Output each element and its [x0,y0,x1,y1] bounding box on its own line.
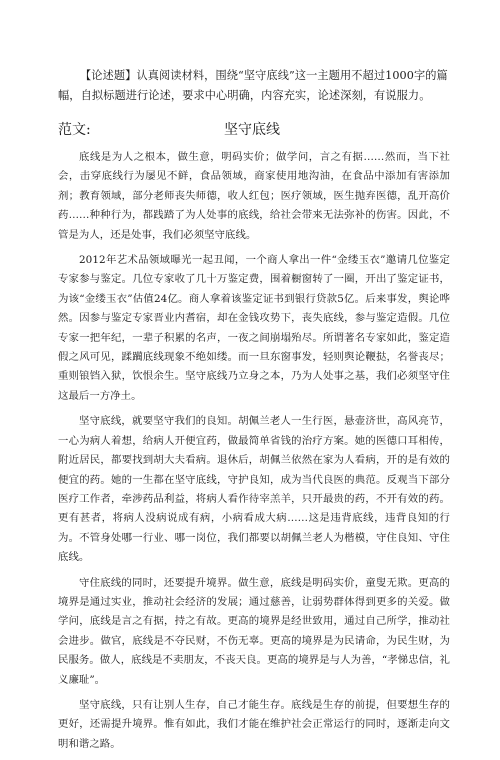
essay-paragraph: 坚守底线，就要坚守我们的良知。胡佩兰老人一生行医，悬壶济世，高风亮节，一心为病人着想，给病人开便宜药，做最简单省钱的治疗方案。她的医德口耳相传，附近居民，都要找到胡大夫看病。退休后，胡佩兰依然在家为人看病，开的是有效的便宜的药。她的一生都在坚守底线，守护良知，成为当代良医的典范。反观当下部分医疗工作者，牵涉药品利益，将病人看作待宰羔羊，只开最贵的药，不开有效的药。更有甚者，将病人没病说成有病，小病看成大病……这是违背底线，违背良知的行为。不管身处哪一行业、哪一岗位，我们都要以胡佩兰老人为楷模，守住良知、守住底线。 [58,415,450,564]
essay-title: 坚守底线 [224,122,280,138]
essay-paragraph: 守住底线的同时，还要提升境界。做生意，底线是明码实价，童叟无欺。更高的境界是通过实业，推动社会经济的发展；通过慈善，让弱势群体得到更多的关爱。做学问，底线是言之有据，持之有故。更高的境界是经世致用，通过自己所学，推动社会进步。做官，底线是不夺民财，不伤无辜。更高的境界是为民请命，为民生财，为民服务。做人，底线是不卖朋友，不丧天良。更高的境界是与人为善，“孝悌忠信，礼义廉耻”。 [58,576,450,686]
essay-body [58,148,450,760]
essay-paragraph: 坚守底线，只有让别人生存，自己才能生存。底线是生存的前提，但要想生存的更好，还需提升境界。惟有如此，我们才能在维护社会正常运行的同时，逐渐走向文明和谐之路。 [58,698,450,750]
essay-paragraph: 2012年艺术品领域曝光一起丑闻，一个商人拿出一件“金缕玉衣”邀请几位鉴定专家参与鉴定。几位专家收了几十万鉴定费，围着橱窗转了一圈，开出了鉴定证书，为该“金缕玉衣”估值24亿。商人拿着该鉴定证书到银行贷款5亿。后来事发，舆论哗然。因参与鉴定专家晋业内耆宿，却在金钱攻势下，丧失底线，参与鉴定造假。几位专家一把年纪，一辈子积累的名声，一夜之间崩塌殆尽。所谓著名专家如此，鉴定造假之风可见，蹂躏底线现象不绝如缕。而一旦东窗事发，轻则舆论鞭挞，名誉丧尽；重则锒铛入狱，饮恨余生。坚守底线乃立身之本，乃为人处事之基，我们必须坚守住这最后一方净土。 [58,254,450,402]
model-essay-label: 范文: [58,122,91,138]
essay-paragraph: 底线是为人之根本，做生意，明码实价；做学问，言之有据……然而，当下社会，击穿底线行为屡见不鲜，食品领域，商家使用地沟油，在食品中添加有害添加剂；教育领域，部分老师丧失师德，收人红包；医疗领域，医生抛弃医德，乱开高价药……种种行为，都践踏了为人处事的底线，给社会带来无法弥补的伤害。因此，不管是为人，还是处事，我们必须坚守底线。 [58,151,450,241]
essay-heading [58,120,450,140]
essay-prompt: 【论述题】认真阅读材料，围绕“坚守底线”这一主题用不超过1000字的篇幅，自拟标题进行论述，要求中心明确，内容充实，论述深刻，有说服力。 [58,69,448,102]
